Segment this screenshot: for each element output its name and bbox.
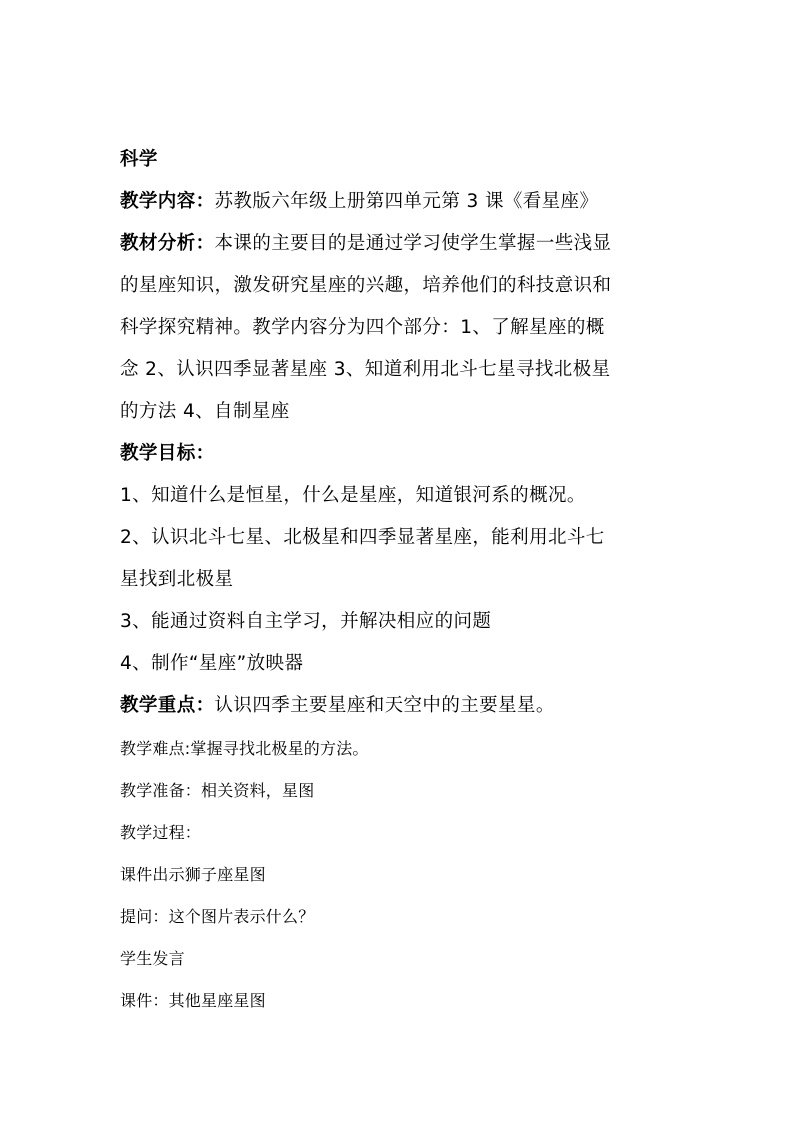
content-text: 苏教版六年级上册第四单元第 3 课《看星座》 [214,191,599,212]
analysis-line-1 [120,232,611,256]
analysis-line-5: 的方法 4、自制星座 [120,401,290,422]
difficulty-line: 教学难点:掌握寻找北极星的方法。 [120,739,369,758]
analysis-line-3: 科学探究精神。教学内容分为四个部分：1、了解星座的概 [120,317,605,338]
process-step-2: 提问：这个图片表示什么？ [120,907,315,926]
preparation-line: 教学准备：相关资料，星图 [120,781,315,800]
content-line [120,190,598,214]
analysis-line-4: 念 2、认识四季显著星座 3、知道利用北斗七星寻找北极星 [120,359,611,380]
focus-line [120,694,555,718]
analysis-label: 教材分析： [120,233,215,254]
process-step-3: 学生发言 [120,949,185,968]
process-heading: 教学过程： [120,823,202,842]
focus-text: 认识四季主要星座和天空中的主要星星。 [214,695,555,716]
goal-item-2: 2、认识北斗七星、北极星和四季显著星座，能利用北斗七 [120,527,605,548]
goal-item-2-continued: 星找到北极星 [120,569,234,590]
goal-item-1: 1、知道什么是恒星，什么是星座，知道银河系的概况。 [120,485,586,506]
goal-item-3: 3、能通过资料自主学习，并解决相应的问题 [120,611,492,632]
goal-item-4: 4、制作“星座”放映器 [120,653,304,674]
analysis-line-2: 的星座知识，激发研究星座的兴趣，培养他们的科技意识和 [120,275,612,296]
subject-heading: 科学 [120,149,158,170]
content-label: 教学内容： [120,191,215,212]
process-step-4: 课件：其他星座星图 [120,991,266,1010]
goals-heading: 教学目标： [120,443,215,464]
focus-label: 教学重点： [120,695,215,716]
process-step-1: 课件出示狮子座星图 [120,865,266,884]
analysis-text-1: 本课的主要目的是通过学习使学生掌握一些浅显 [214,233,612,254]
